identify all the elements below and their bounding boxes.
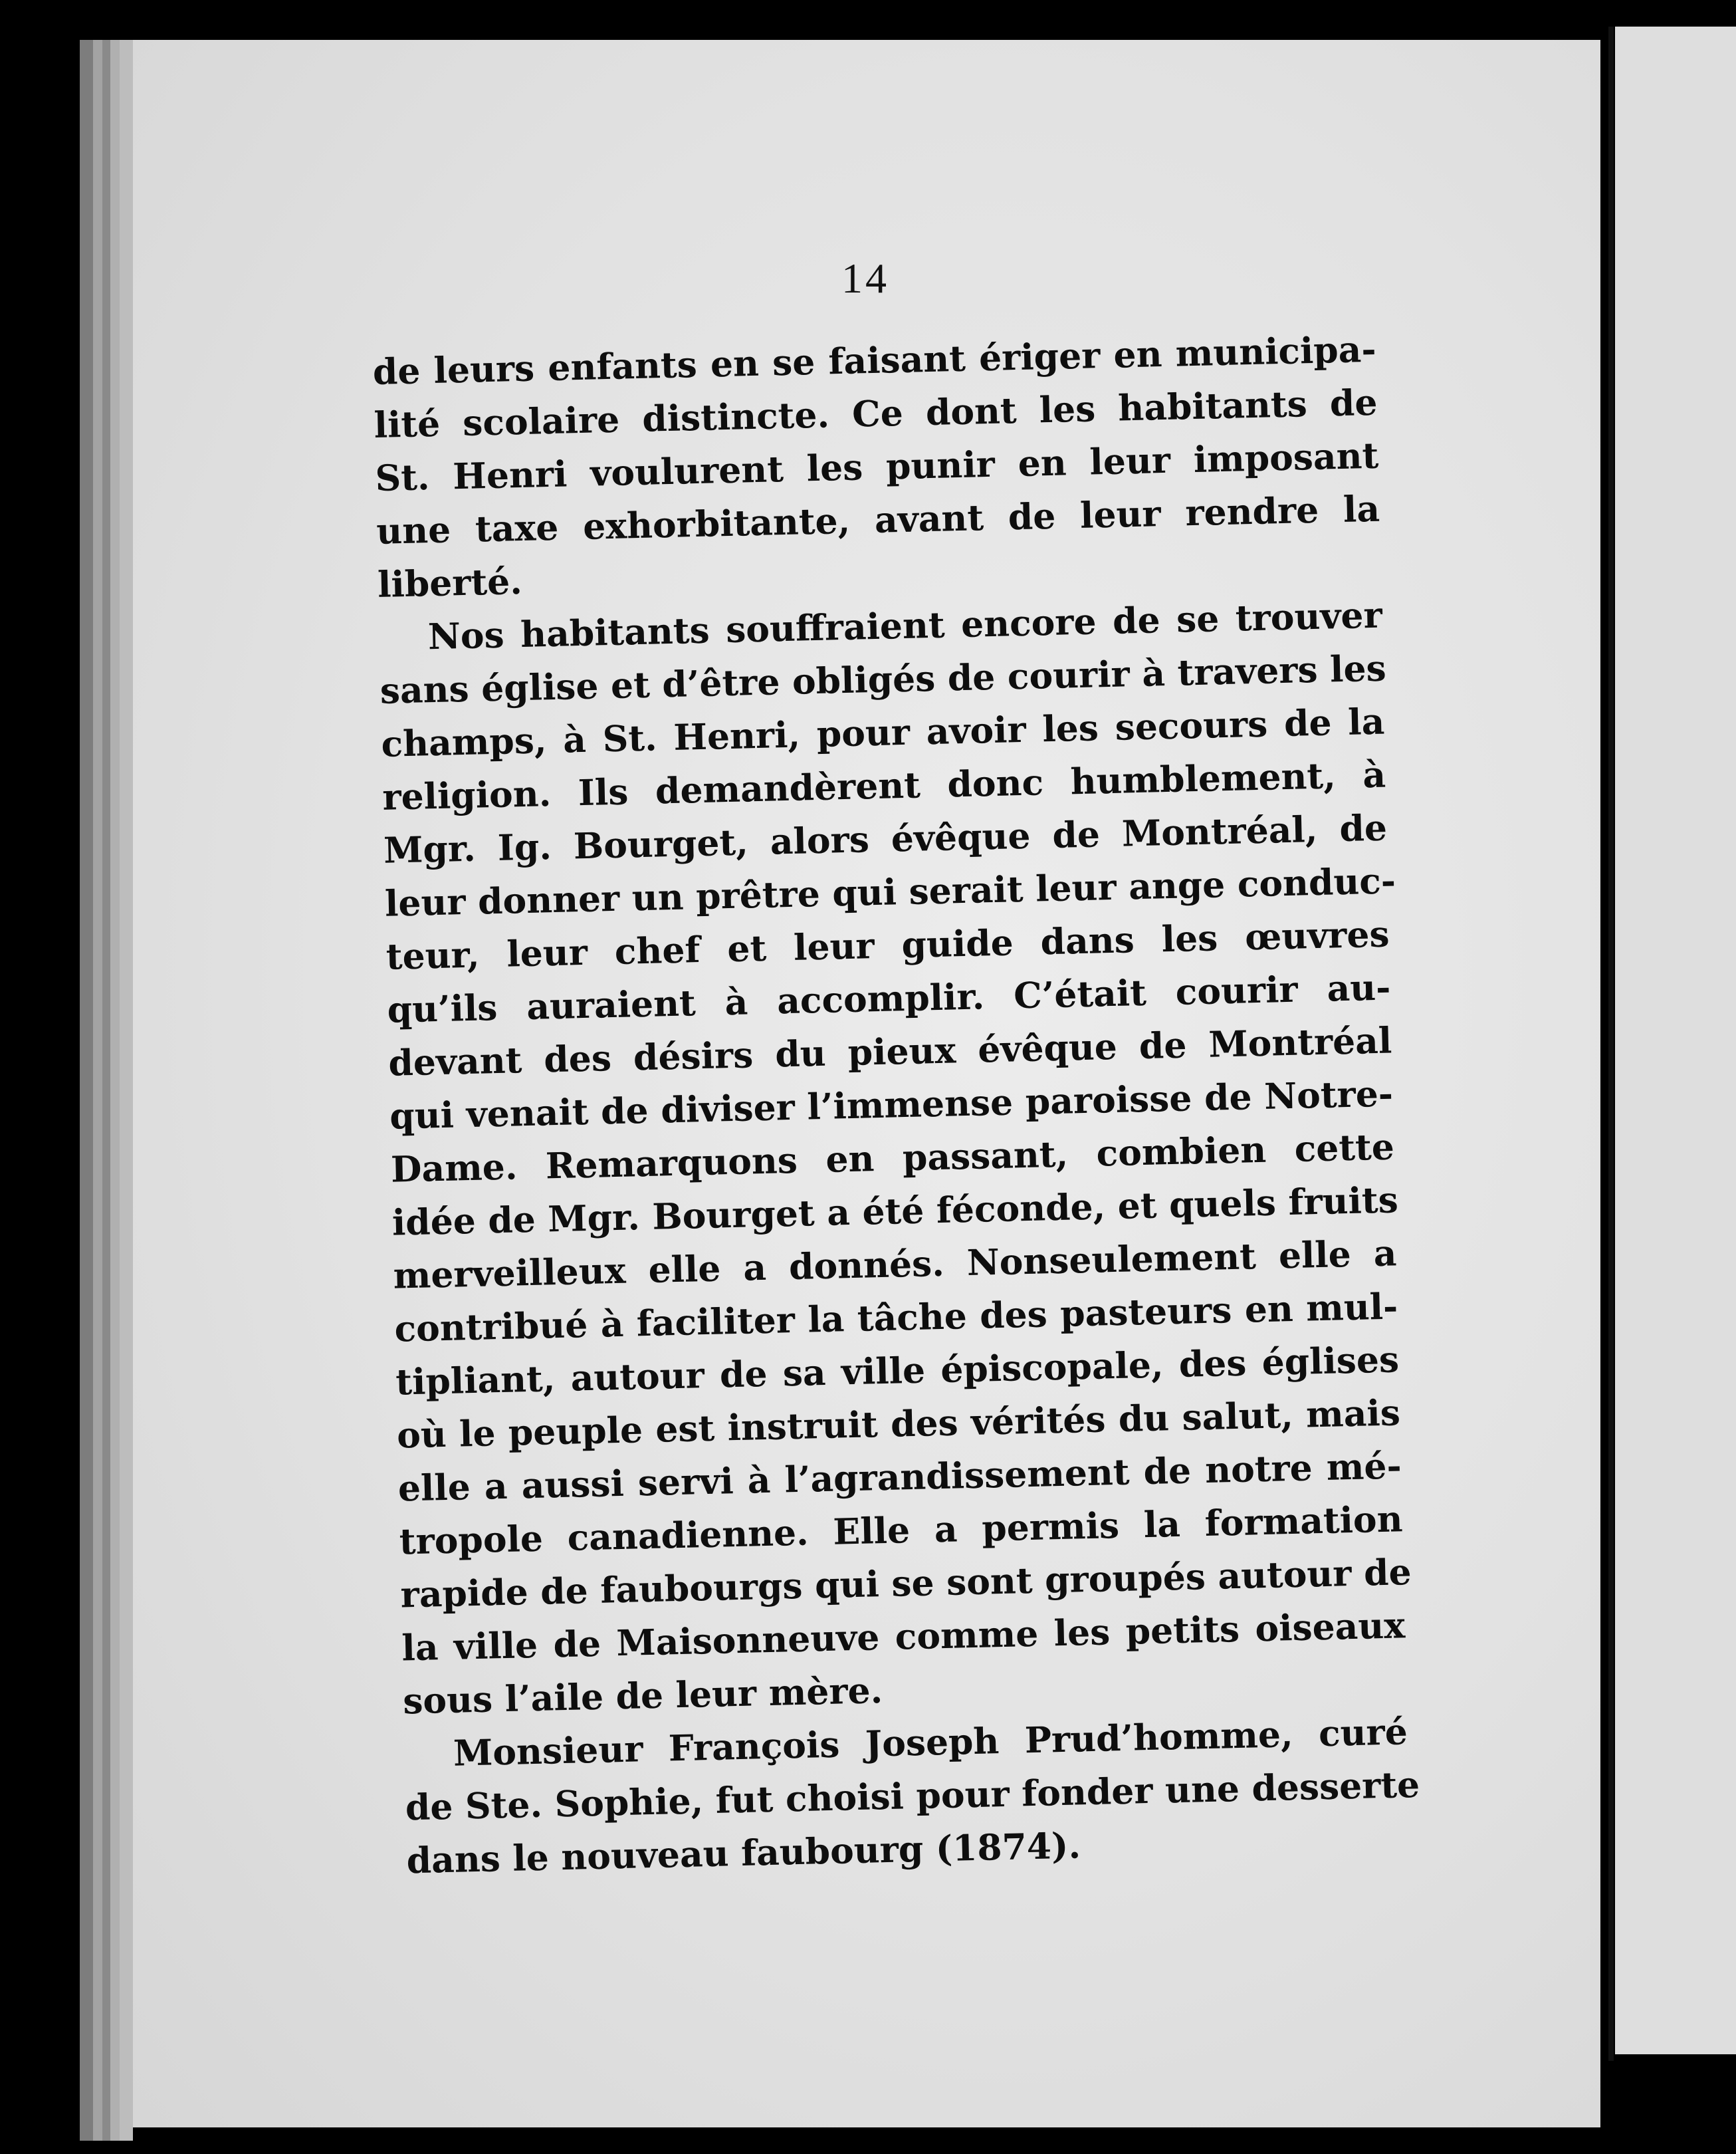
text-line: rapide de faubourgs qui se sont groupés autour de <box>399 1551 1412 1616</box>
text-line: qui venait de diviser l’immense paroisse de Notre- <box>389 1072 1394 1137</box>
gutter-shadow <box>1608 27 1614 2061</box>
text-line: St. Henri voulurent les punir en leur imposant <box>374 434 1379 499</box>
page-edge <box>93 40 102 2141</box>
text-line: merveilleux elle a donnés. Nonseulement elle a <box>393 1232 1398 1297</box>
text-line: sous l’aile de leur mère. <box>402 1669 883 1723</box>
text-line: champs, à St. Henri, pour avoir les secours de la <box>380 700 1385 765</box>
text-line: qu’ils auraient à accomplir. C’était courir au- <box>386 966 1392 1031</box>
text-line: leur donner un prêtre qui serait leur ange conduc- <box>384 860 1396 925</box>
text-line: liberté. <box>377 560 523 606</box>
paragraph <box>378 589 1412 1729</box>
text-line: elle a aussi servi à l’agrandissement de notre mé- <box>397 1445 1402 1510</box>
page-edge <box>80 40 93 2141</box>
text-line: tipliant, autour de sa ville épiscopale, des églises <box>395 1338 1400 1403</box>
paragraph <box>372 323 1382 612</box>
text-line: une taxe exhorbitante, avant de leur rendre la <box>376 487 1380 552</box>
paragraph <box>403 1705 1420 1887</box>
text-line: Nos habitants souffraient encore de se trouver <box>427 594 1383 658</box>
page-edge <box>102 40 110 2141</box>
text-line: dans le nouveau faubourg (1874). <box>406 1824 1081 1882</box>
facing-page <box>1615 27 1736 2054</box>
text-line: Monsieur François Joseph Prud’homme, curé <box>453 1711 1408 1774</box>
text-line: Mgr. Ig. Bourget, alors évêque de Montréal, de <box>383 806 1388 872</box>
text-line: tropole canadienne. Elle a permis la formation <box>399 1498 1404 1563</box>
page-number: 14 <box>841 255 889 302</box>
text-line: devant des désirs du pieux évêque de Montréal <box>387 1019 1392 1084</box>
text-line: religion. Ils demandèrent donc humblement, à <box>381 753 1386 818</box>
text-line: de leurs enfants en se faisant ériger en municipa- <box>372 328 1377 393</box>
body-text <box>372 323 1420 1888</box>
page-edge <box>110 40 120 2141</box>
text-line: la ville de Maisonneuve comme les petits oiseaux <box>401 1604 1406 1669</box>
text-line: teur, leur chef et leur guide dans les œuvres <box>385 913 1390 978</box>
text-line: lité scolaire distincte. Ce dont les habitants de <box>373 381 1378 446</box>
text-line: idée de Mgr. Bourget a été féconde, et quels fruits <box>391 1179 1399 1244</box>
text-line: Dame. Remarquons en passant, combien cette <box>390 1126 1395 1191</box>
text-line: sans église et d’être obligés de courir à travers les <box>380 647 1387 712</box>
text-line: où le peuple est instruit des vérités du salut, mais <box>396 1391 1401 1457</box>
text-line: contribué à faciliter la tâche des pasteurs en mul- <box>393 1285 1398 1350</box>
text-line: de Ste. Sophie, fut choisi pour fonder une desserte <box>405 1763 1420 1829</box>
page-edge <box>120 40 133 2141</box>
